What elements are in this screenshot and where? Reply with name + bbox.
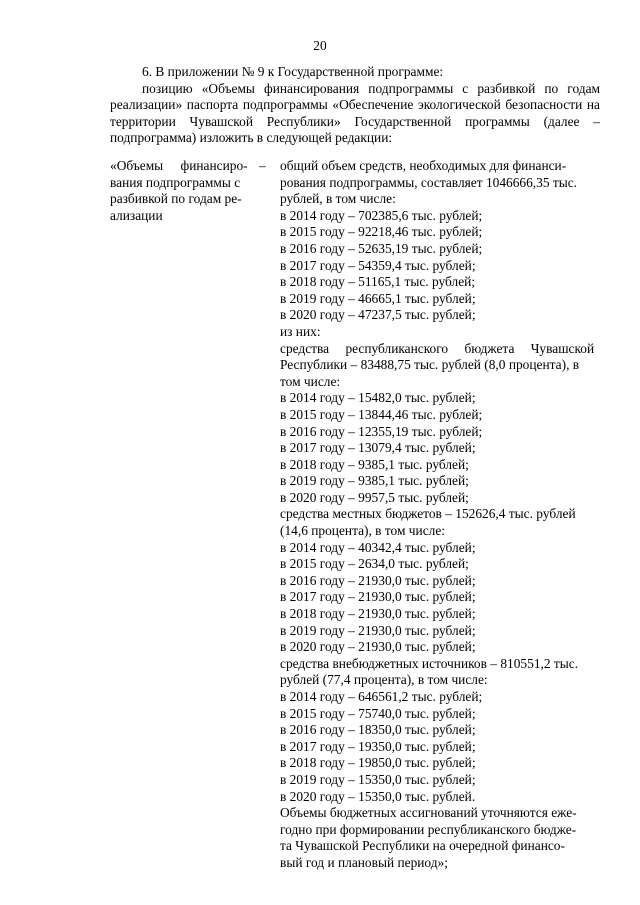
republican-year-line: в 2020 году – 9957,5 тыс. рублей; [280, 489, 469, 505]
local-year-line: в 2020 году – 21930,0 тыс. рублей; [280, 639, 476, 655]
total-year-line: в 2017 году – 54359,4 тыс. рублей; [280, 257, 476, 273]
total-year-line: в 2015 году – 92218,46 тыс. рублей; [280, 224, 483, 240]
extrabudgetary-year-line: в 2020 году – 15350,0 тыс. рублей. [280, 788, 476, 804]
total-year-line: в 2014 году – 702385,6 тыс. рублей; [280, 207, 483, 223]
republican-year-line: в 2015 году – 13844,46 тыс. рублей; [280, 406, 483, 422]
extrabudgetary-year-line: в 2016 году – 18350,0 тыс. рублей; [280, 722, 476, 738]
of-them-line: из них: [280, 323, 321, 339]
extrabudgetary-line: рублей (77,4 процента), в том числе: [280, 672, 488, 688]
extrabudgetary-year-line: в 2019 году – 15350,0 тыс. рублей; [280, 771, 476, 787]
closing-line: Объемы бюджетных ассигнований уточняются еже- [280, 805, 577, 821]
republican-line: Республики – 83488,75 тыс. рублей (8,0 процента), в [280, 357, 580, 373]
total-year-line: в 2016 году – 52635,19 тыс. рублей; [280, 240, 483, 256]
amendment-item: 6. В приложении № 9 к Государственной программе: [142, 64, 444, 79]
extrabudgetary-year-line: в 2018 году – 19850,0 тыс. рублей; [280, 755, 476, 771]
total-year-line: в 2018 году – 51165,1 тыс. рублей; [280, 274, 476, 290]
separator-dash: – [259, 158, 266, 173]
closing-line: та Чувашской Республики на очередной финансо- [280, 838, 565, 854]
local-year-line: в 2015 году – 2634,0 тыс. рублей; [280, 556, 469, 572]
extrabudgetary-year-line: в 2017 году – 19350,0 тыс. рублей; [280, 738, 476, 754]
republican-line: средства республиканского бюджета Чувашской [280, 340, 595, 356]
republican-year-line: в 2017 году – 13079,4 тыс. рублей; [280, 440, 476, 456]
local-line: средства местных бюджетов – 152626,4 тыс. рублей [280, 506, 576, 522]
local-year-line: в 2018 году – 21930,0 тыс. рублей; [280, 606, 476, 622]
total-line: общий объем средств, необходимых для финанси- [280, 158, 567, 173]
extrabudgetary-line: средства внебюджетных источников – 810551,2 тыс. [280, 655, 579, 671]
extrabudgetary-year-line: в 2014 году – 646561,2 тыс. рублей; [280, 689, 483, 704]
republican-line: том числе: [280, 373, 341, 389]
total-year-line: в 2019 году – 46665,1 тыс. рублей; [280, 290, 476, 306]
amendment-text: позицию «Объемы финансирования подпрограммы с разбивкой по годам реализации» паспорта подпрограммы «Обеспечение экологической безопасности на территории Чувашской Республики» Государственной программы (далее – подпрограмма) изложить в следующей редакции: [110, 80, 600, 146]
republican-year-line: в 2014 году – 15482,0 тыс. рублей; [280, 390, 476, 406]
republican-year-line: в 2018 году – 9385,1 тыс. рублей; [280, 456, 469, 472]
republican-year-line: в 2016 году – 12355,19 тыс. рублей; [280, 423, 483, 439]
local-year-line: в 2017 году – 21930,0 тыс. рублей; [280, 589, 476, 605]
page-number: 20 [313, 38, 327, 53]
funding-details-column [280, 158, 600, 872]
funding-label-line: вания подпрограммы с [110, 174, 241, 190]
funding-label-line: «Объемы финансиро- [110, 158, 248, 173]
extrabudgetary-year-line: в 2015 году – 75740,0 тыс. рублей; [280, 705, 476, 721]
funding-label-line: ализации [110, 207, 163, 223]
total-line: рублей, в том числе: [280, 191, 396, 207]
total-year-line: в 2020 году – 47237,5 тыс. рублей; [280, 307, 476, 323]
local-year-line: в 2019 году – 21930,0 тыс. рублей; [280, 622, 476, 638]
funding-label-column [110, 158, 270, 224]
local-year-line: в 2014 году – 40342,4 тыс. рублей; [280, 539, 476, 555]
local-line: (14,6 процента), в том числе: [280, 523, 445, 539]
closing-line: вый год и плановый период»; [280, 854, 448, 870]
closing-line: годно при формировании республиканского бюдже- [280, 821, 577, 837]
local-year-line: в 2016 году – 21930,0 тыс. рублей; [280, 572, 476, 588]
republican-year-line: в 2019 году – 9385,1 тыс. рублей; [280, 473, 469, 489]
total-line: рования подпрограммы, составляет 1046666,35 тыс. [280, 174, 578, 190]
intro-block [110, 64, 600, 147]
funding-label-line: разбивкой по годам ре- [110, 191, 242, 207]
